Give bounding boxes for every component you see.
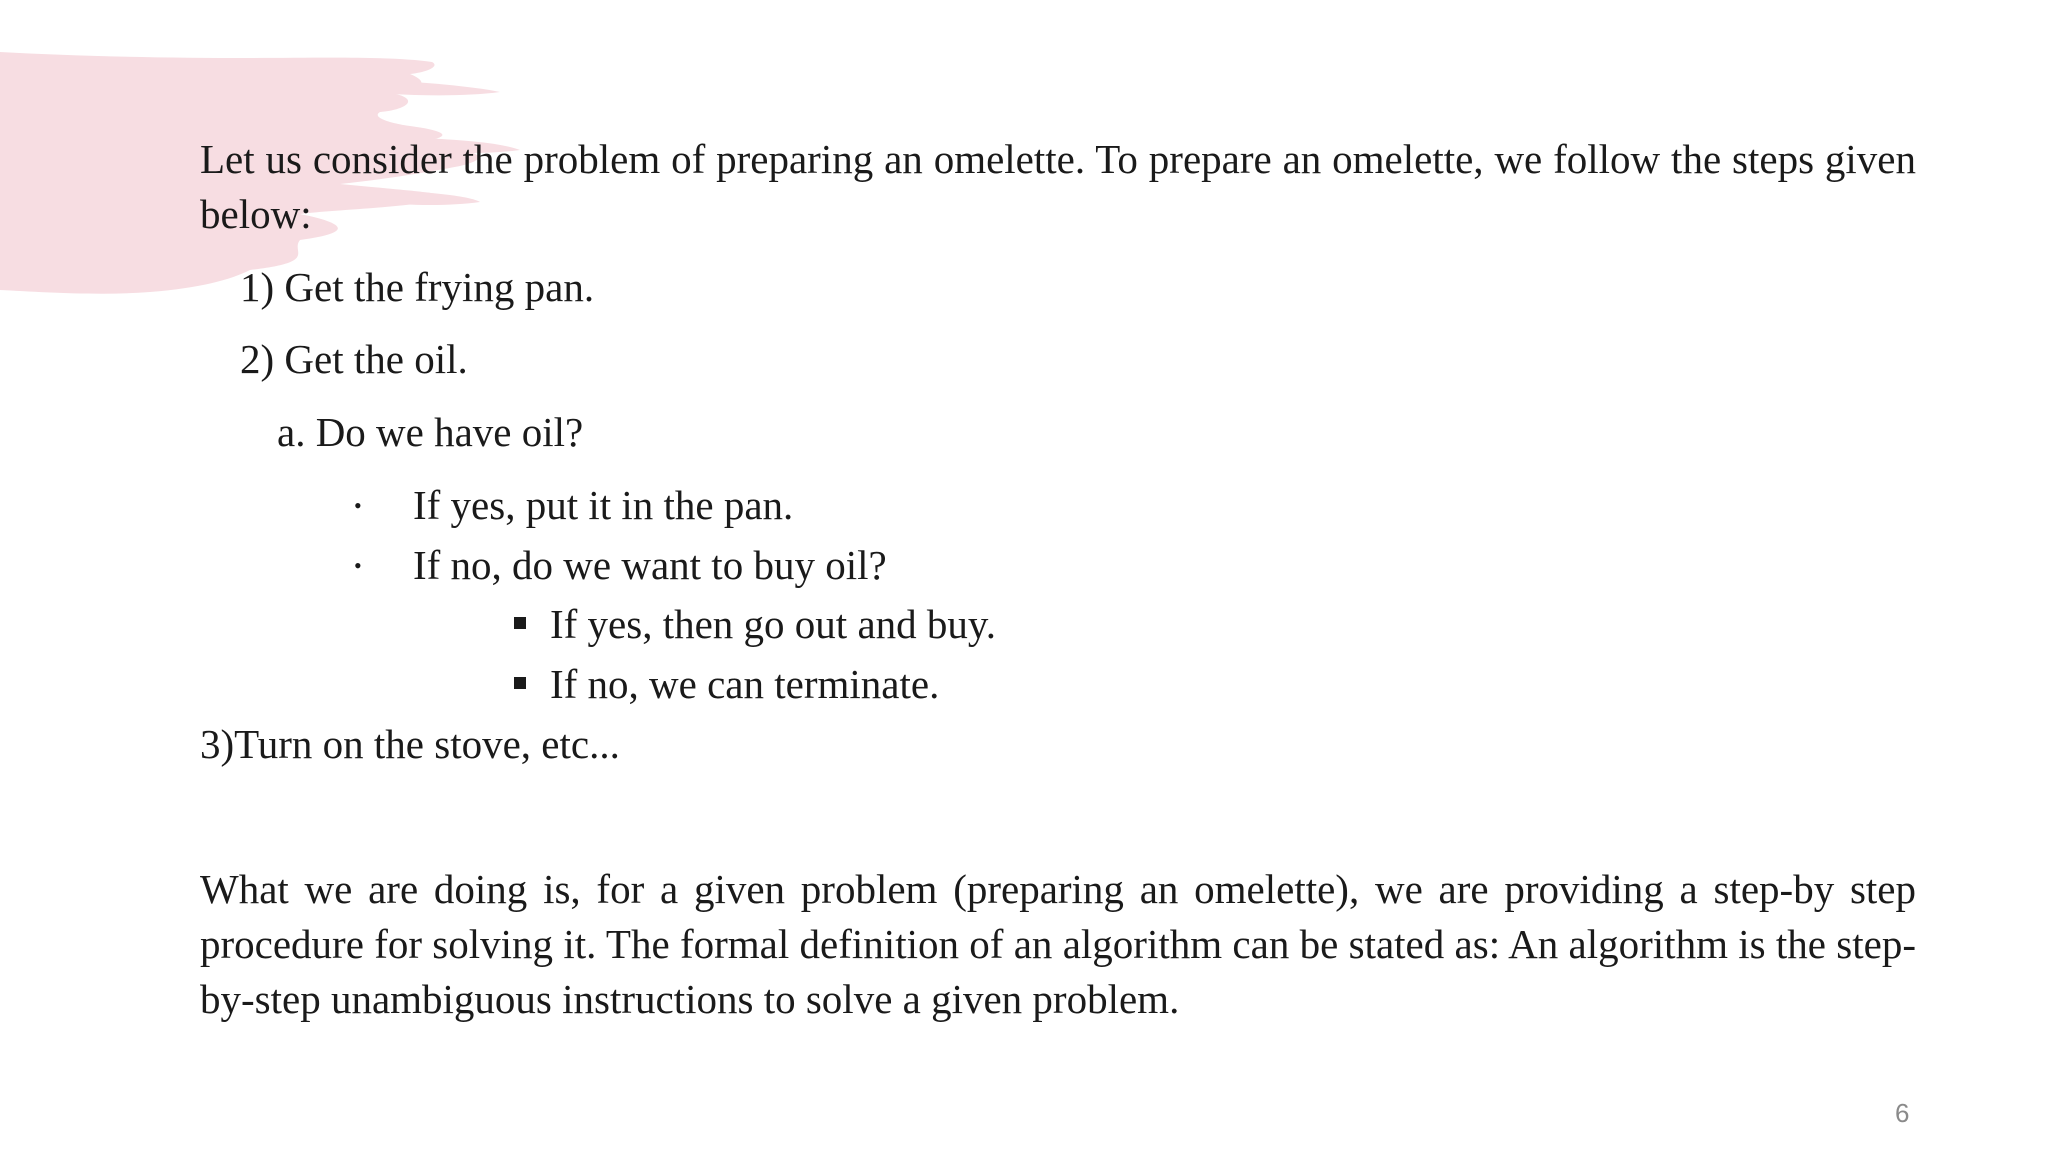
bullet-no: If no, do we want to buy oil? — [413, 542, 887, 588]
step-2: 2) Get the oil. — [240, 336, 468, 382]
brush-streak — [380, 80, 500, 95]
sub-bullet-yes: If yes, then go out and buy. — [550, 601, 996, 647]
bullet-dot: • — [354, 553, 362, 578]
step-3: 3)Turn on the stove, etc... — [200, 721, 620, 767]
square-bullet — [514, 677, 526, 689]
step-2a: a. Do we have oil? — [277, 409, 584, 455]
sub-bullet-no: If no, we can terminate. — [550, 661, 940, 707]
conclusion-paragraph: What we are doing is, for a given problem (preparing an omelette), we are providing a step-by step procedure for solving it. The formal definition of an algorithm can be stated as: An algorithm is the step-by-step unambiguous instructions to solve a given problem. — [200, 866, 1916, 1022]
bullet-dot: • — [354, 493, 362, 518]
square-bullet — [514, 617, 526, 629]
step-1: 1) Get the frying pan. — [240, 264, 595, 310]
intro-paragraph: Let us consider the problem of preparing an omelette. To prepare an omelette, we follow the steps given below: — [200, 136, 1916, 237]
page-number: 6 — [1895, 1098, 1910, 1128]
bullet-yes: If yes, put it in the pan. — [413, 482, 794, 528]
